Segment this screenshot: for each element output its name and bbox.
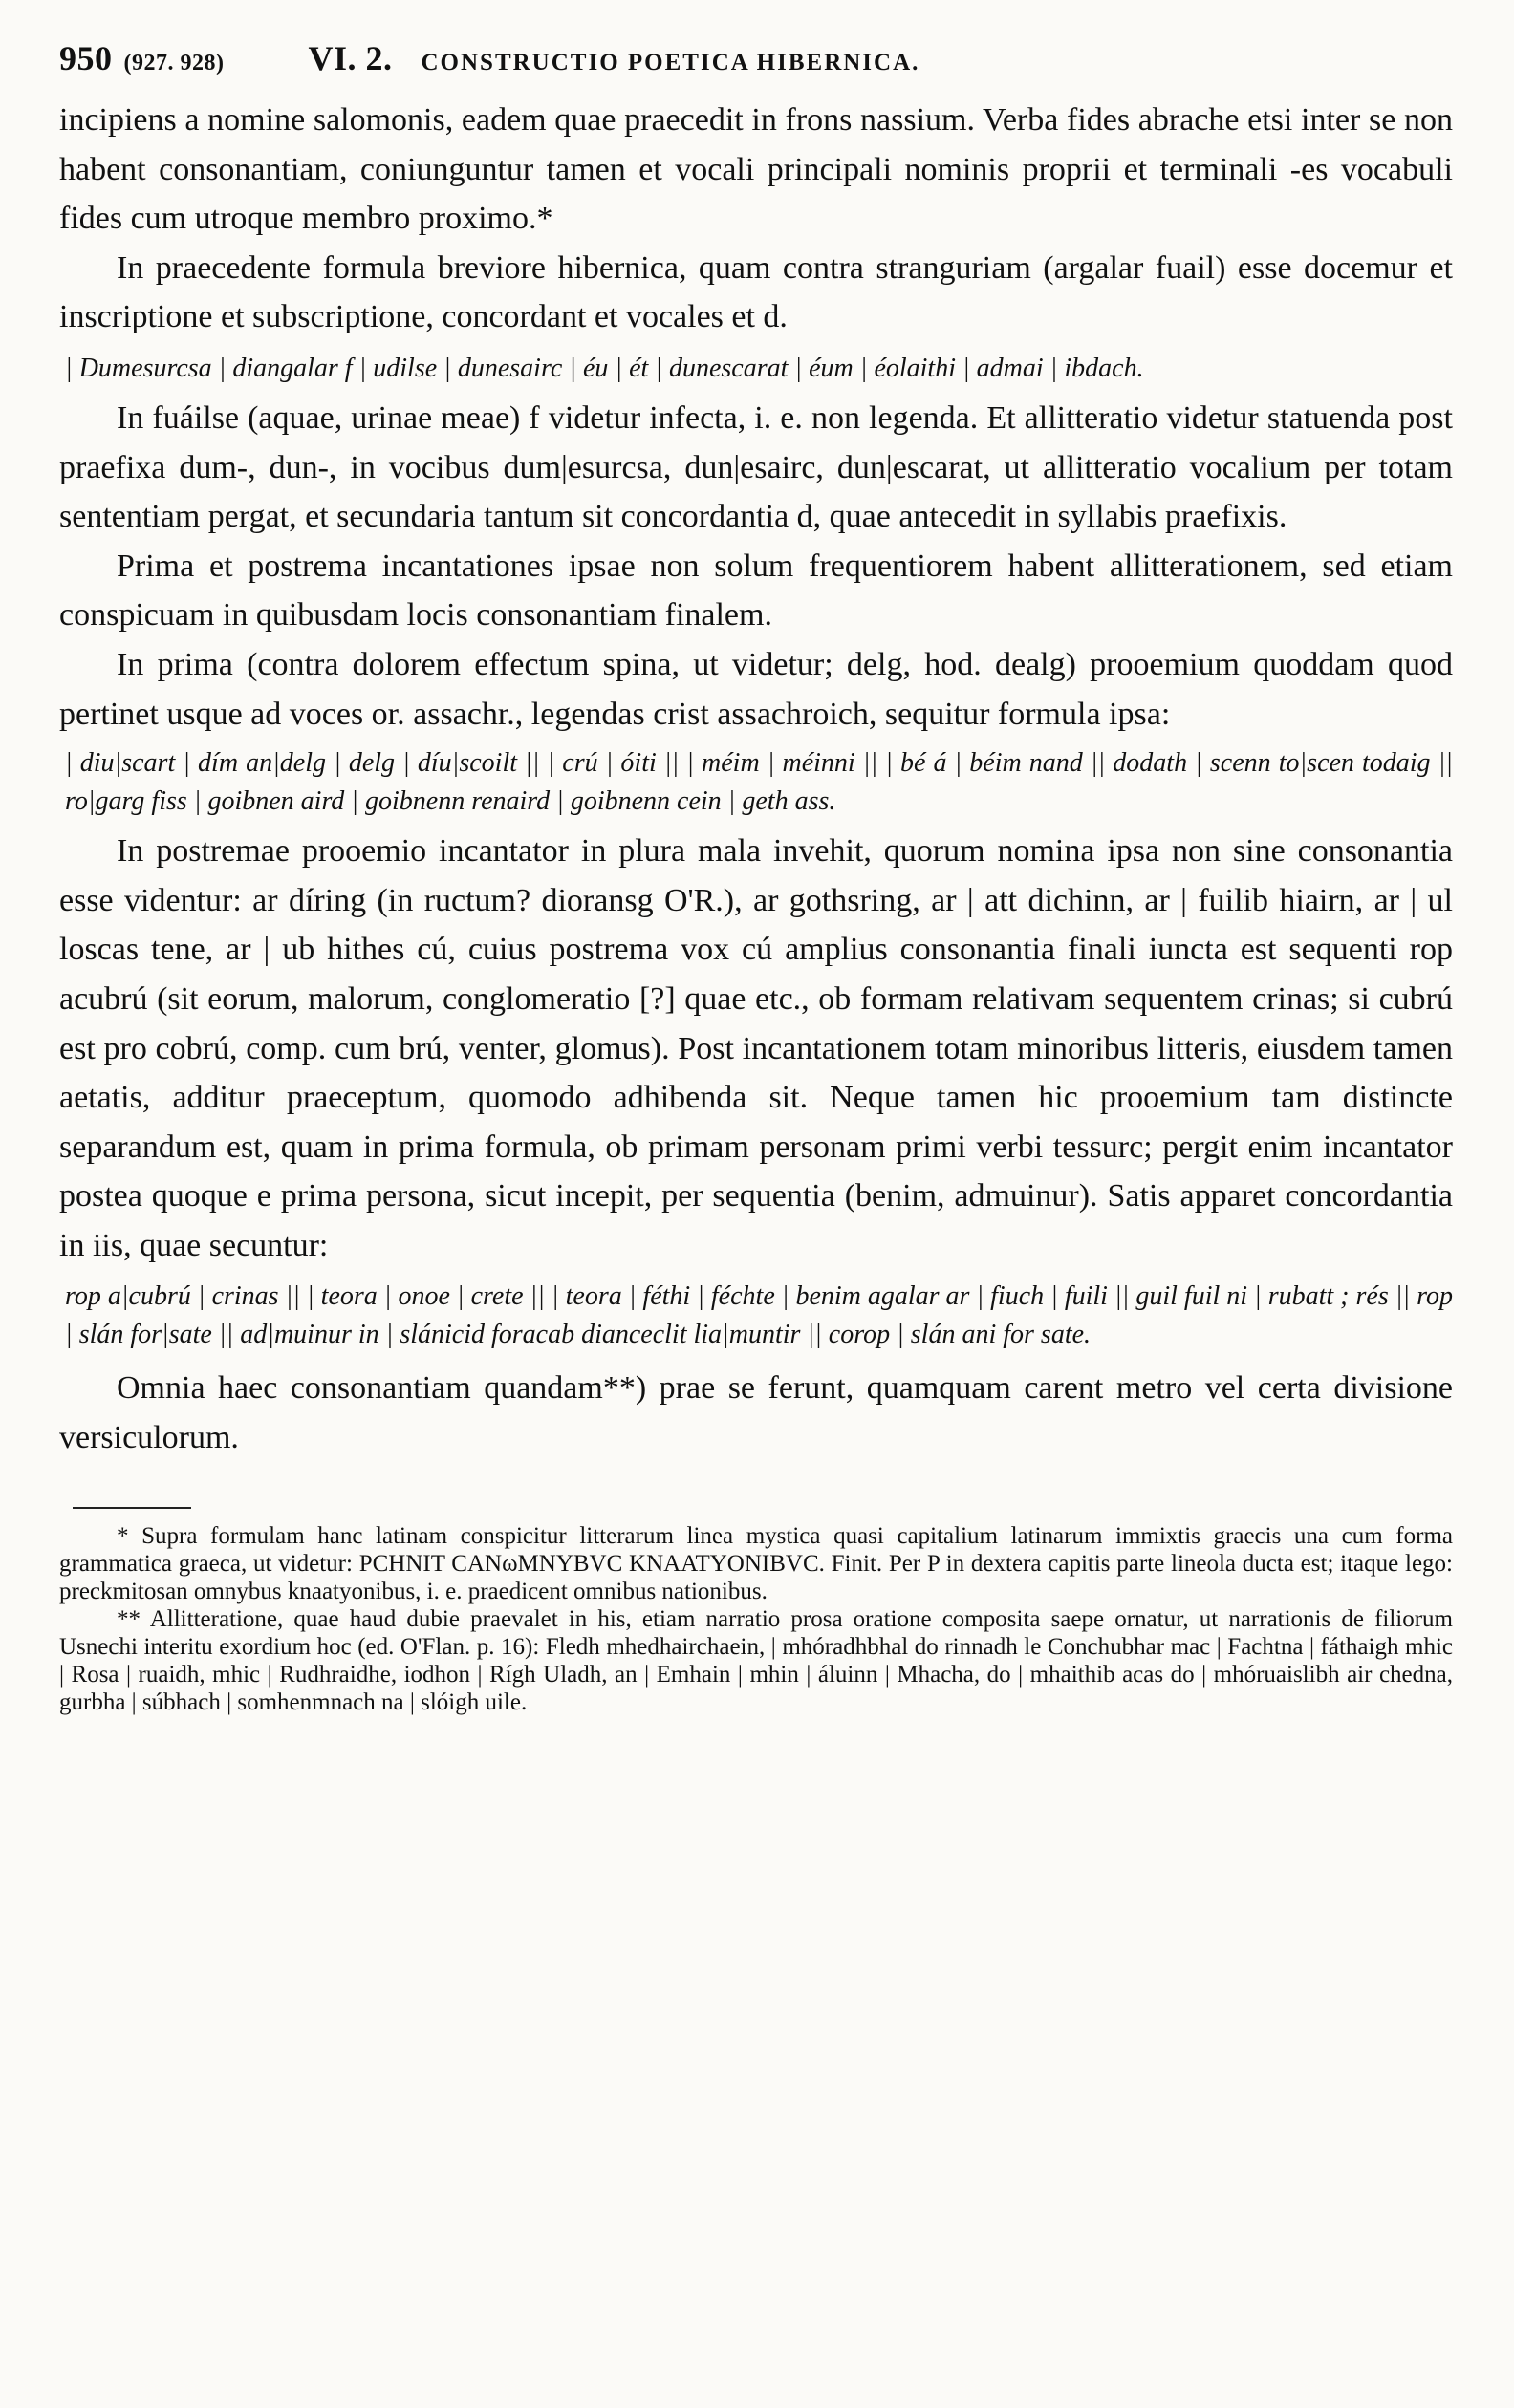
irish-formula: rop a|cubrú | crinas || | teora | onoe | crete || | teora | féthi | féchte | benim agalar ar | fiuch | fuili || guil fuil ni | rubatt ; rés || rop | slán for|sate || ad|muinur in | slánicid foracab dianceclit lia|muntir || corop | slán ani for sate. — [65, 1281, 1453, 1350]
page-reference: (927. 928) — [123, 51, 225, 75]
footnote-divider — [73, 1507, 191, 1509]
paragraph: In praecedente formula breviore hibernica, quam contra stranguriam (argalar fuail) esse docemur et inscriptione et subscriptione, concordant et vocales et d. — [59, 249, 1453, 335]
paragraph: Prima et postrema incantationes ipsae non solum frequentiorem habent allitterationem, sed etiam conspicuam in quibusdam locis consonantiam finalem. — [59, 548, 1453, 634]
footnote: * Supra formulam hanc latinam conspicitur litterarum linea mystica quasi capitalium latinarum immixtis graecis una cum forma grammatica graeca, ut videtur: PCHNIT CANωMNYBVC KNAATYONIBVC. Finit. Per P in dextera capitis parte lineola ducta est; itaque lego: preckmitosan omnybus knaatyonibus, i. e. praedicent omnibus nationibus. — [59, 1522, 1453, 1604]
footnote: ** Allitteratione, quae haud dubie praevalet in his, etiam narratio prosa oratione composita saepe ornatur, ut narrationis de filiorum Usnechi interitu exordium hoc (ed. O'Flan. p. 16): Fledh mhedhairchaein, | mhóradhbhal do rinnadh le Conchubhar mac | Fachtna | fáthaigh mhic | Rosa | ruaidh, mhic | Rudhraidhe, iodhon | Rígh Uladh, an | Emhain | mhin | áluinn | Mhacha, do | mhaithib acas do | mhóruaislibh air chedna, gurbha | súbhach | somhenmnach na | slóigh uile. — [59, 1605, 1453, 1715]
running-title: CONSTRUCTIO POETICA HIBERNICA. — [421, 50, 920, 75]
paragraph: In prima (contra dolorem effectum spina, ut videtur; delg, hod. dealg) prooemium quoddam quod pertinet usque ad voces or. assachr., legendas crist assachroich, sequitur formula ipsa: — [59, 646, 1453, 732]
page-number: 950 — [59, 39, 113, 77]
paragraph: In postremae prooemio incantator in plura mala invehit, quorum nomina ipsa non sine consonantia esse videntur: ar díring (in ructum? dioransg O'R.), ar gothsring, ar | att dichinn, ar | fuilib hiairn, ar | ul loscas tene, ar | ub hithes cú, cuius postrema vox cú amplius consonantia finali iuncta est sequenti rop acubrú (sit eorum, malorum, conglomeratio [?] quae etc., ob formam relativam sequentem crinas; si cubrú est pro cobrú, comp. cum brú, venter, glomus). Post incantationem totam minoribus litteris, eiusdem tamen aetatis, additur praeceptum, quomodo adhibenda sit. Neque tamen hic prooemium tam distincte separandum est, quam in prima formula, ob primam personam primi verbi tessurc; pergit enim incantator postea quoque e prima persona, sicut incepit, per sequentia (benim, admuinur). Satis apparet concordantia in iis, quae secuntur: — [59, 833, 1453, 1263]
paragraph: In fuáilse (aquae, urinae meae) f videtur infecta, i. e. non legenda. Et allitteratio videtur statuenda post praefixa dum-, dun-, in vocibus dum|esurcsa, dun|esairc, dun|escarat, ut allitteratio vocalium per totam sententiam pergat, et secundaria tantum sit concordantia d, quae antecedit in syllabis praefixis. — [59, 399, 1453, 535]
irish-formula: | diu|scart | dím an|delg | delg | díu|scoilt || | crú | óiti || | méim | méinni || | bé á | béim nand || dodath | scenn to|scen todaig || ro|garg fiss | goibnen aird | goibnenn renaird | goibnenn cein | geth ass. — [65, 748, 1453, 817]
irish-formula: | Dumesurcsa | diangalar f | udilse | dunesairc | éu | ét | dunescarat | éum | éolaithi | admai | ibdach. — [65, 353, 1144, 383]
paragraph: Omnia haec consonantiam quandam**) prae se ferunt, quamquam carent metro vel certa divisione versiculorum. — [59, 1370, 1453, 1456]
section-number: VI. 2. — [308, 39, 393, 77]
running-header — [59, 38, 1453, 96]
paragraph: incipiens a nomine salomonis, eadem quae praecedit in frons nassium. Verba fides abrache etsi inter se non habent consonantiam, coniunguntur tamen et vocali principali nominis proprii et terminali -es vocabuli fides cum utroque membro proximo.* — [59, 102, 1453, 237]
